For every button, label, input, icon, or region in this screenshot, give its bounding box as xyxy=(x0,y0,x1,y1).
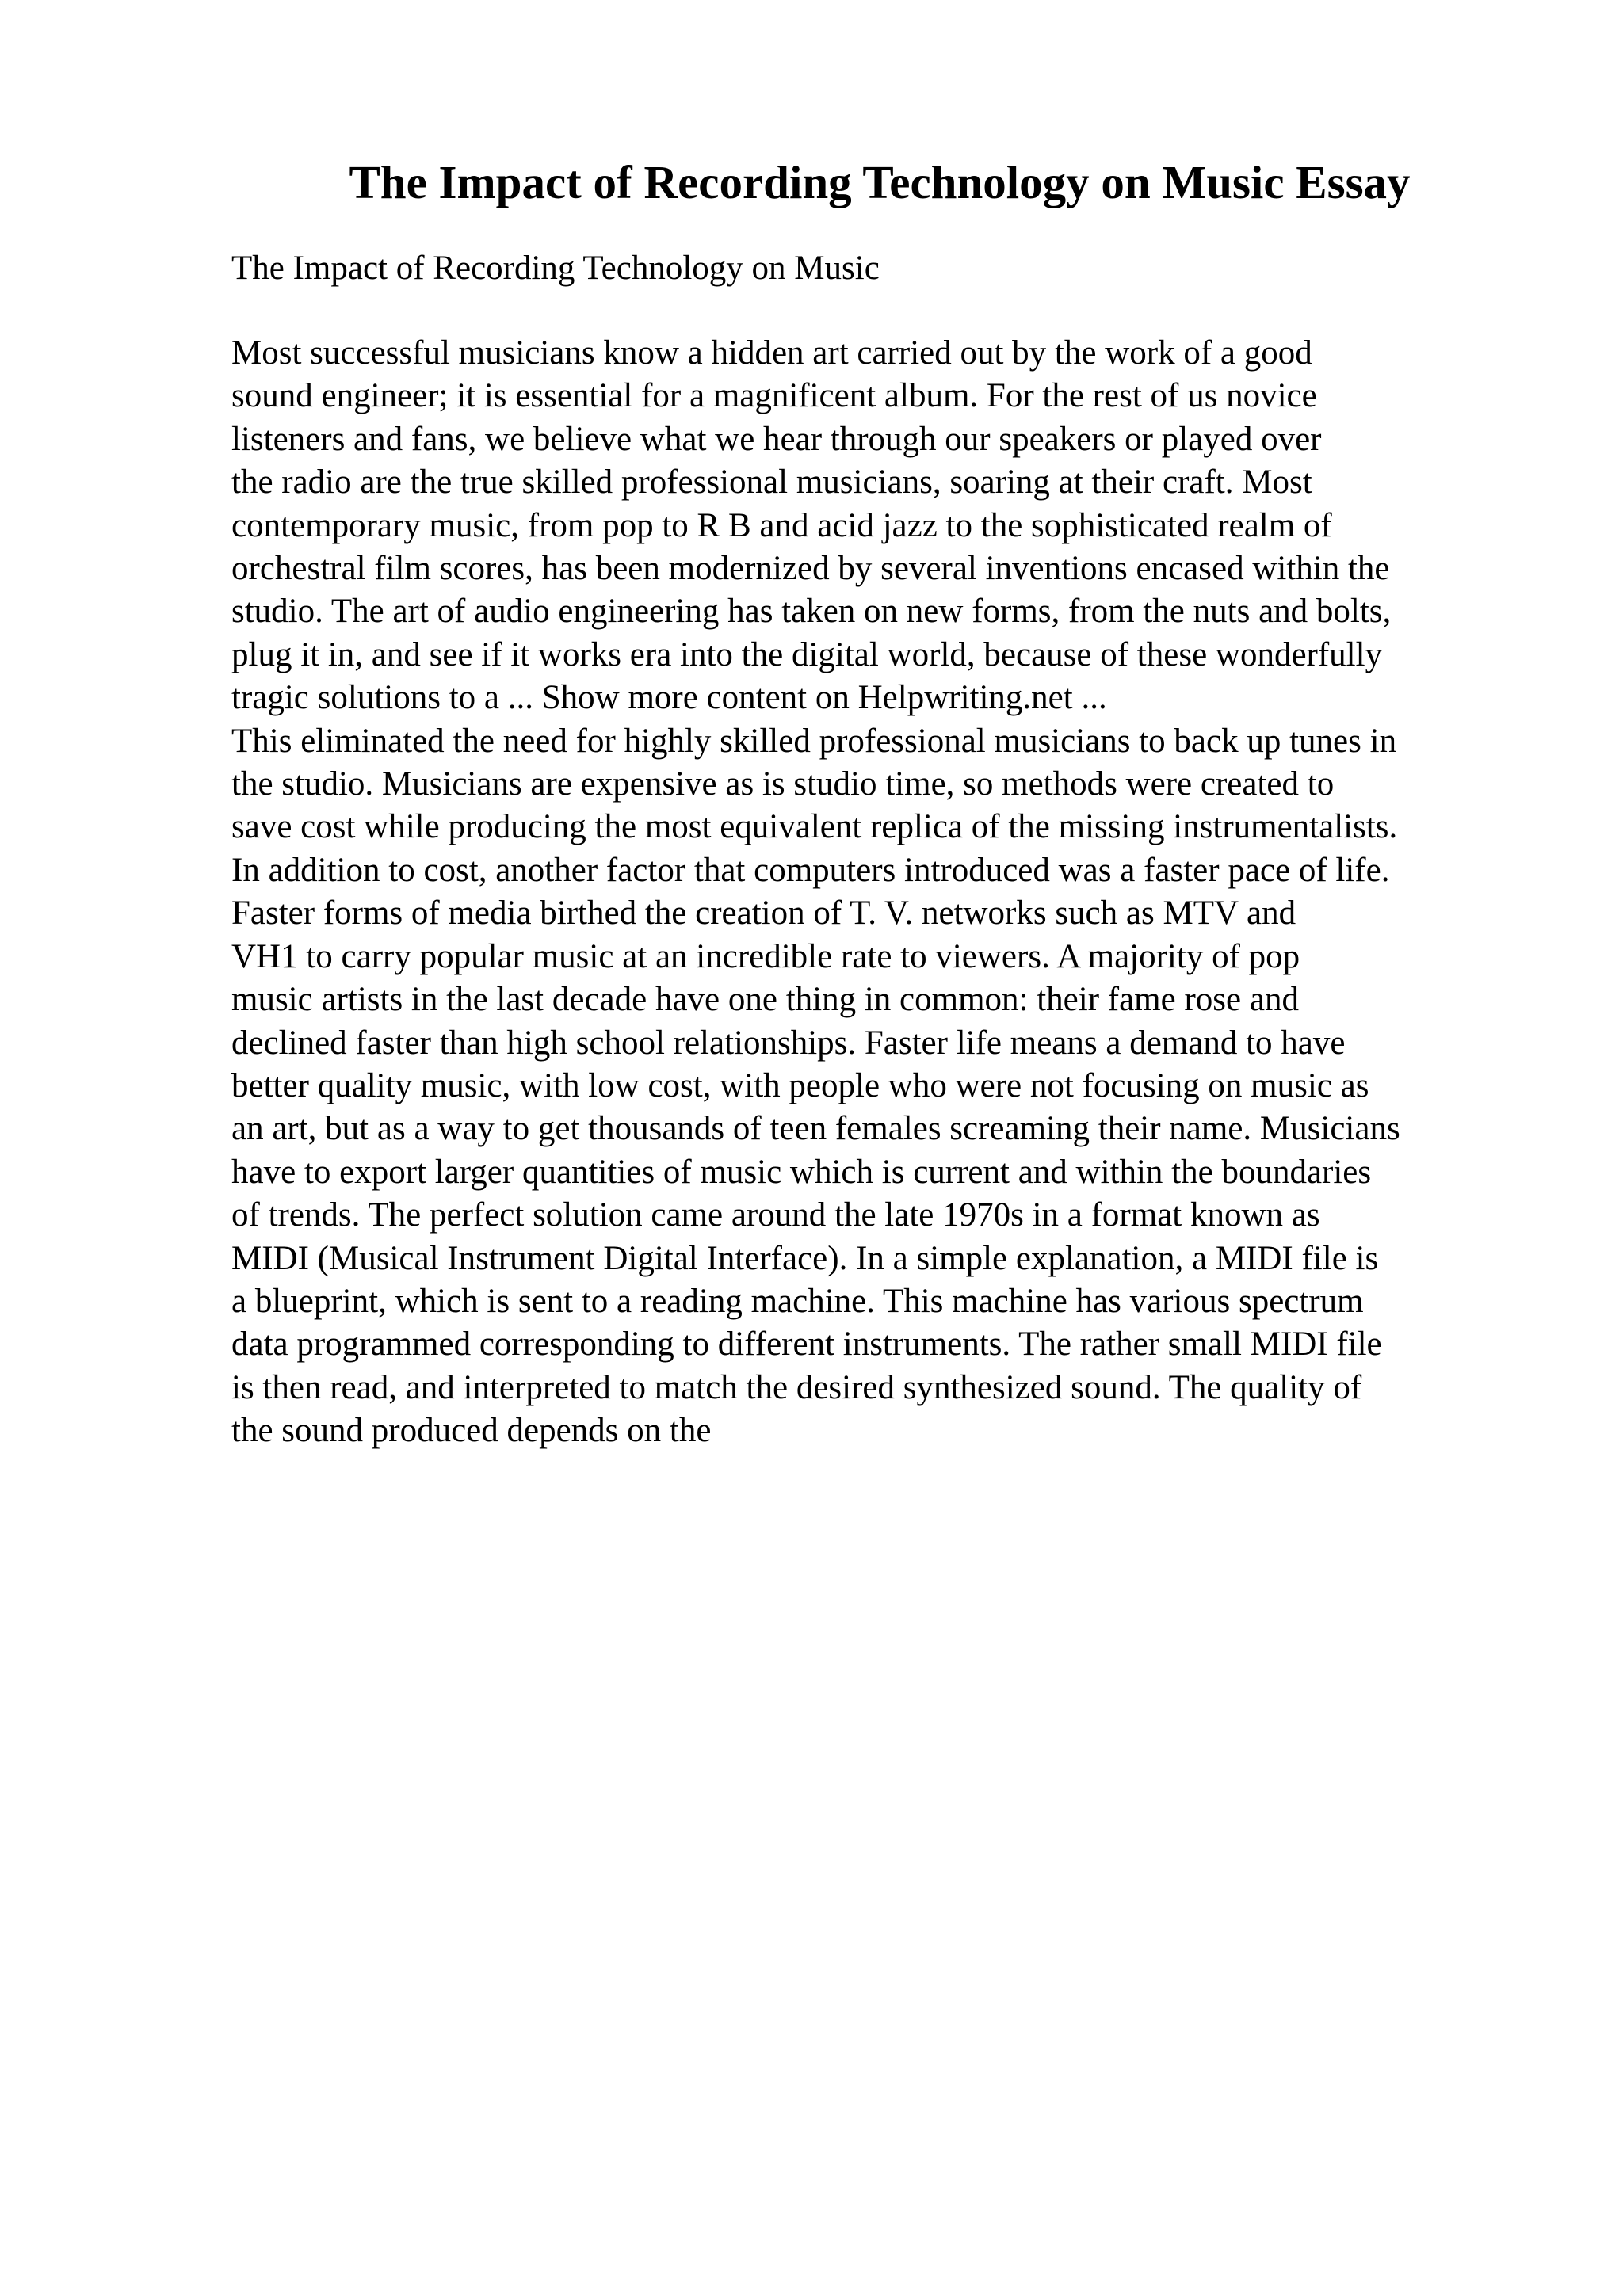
paragraph-line: plug it in, and see if it works era into the digital world, because of these wonderfully xyxy=(231,635,1383,673)
paragraph-line: declined faster than high school relationships. Faster life means a demand to have xyxy=(231,1024,1346,1062)
paragraph-line: Faster forms of media birthed the creation of T. V. networks such as MTV and xyxy=(231,894,1296,933)
paragraph-line: studio. The art of audio engineering has taken on new forms, from the nuts and bolts, xyxy=(231,593,1392,631)
paragraph-1 xyxy=(231,332,1594,720)
document-subtitle: The Impact of Recording Technology on Music xyxy=(231,250,880,287)
paragraph-line: This eliminated the need for highly skilled professional musicians to back up tunes in xyxy=(231,722,1397,760)
paragraph-line: have to export larger quantities of music which is current and within the boundaries xyxy=(231,1153,1372,1191)
paragraph-line: sound engineer; it is essential for a magnificent album. For the rest of us novice xyxy=(231,377,1317,415)
paragraph-line: Most successful musicians know a hidden art carried out by the work of a good xyxy=(231,334,1312,372)
paragraph-line: MIDI (Musical Instrument Digital Interface). In a simple explanation, a MIDI file is xyxy=(231,1239,1379,1277)
paragraph-line: of trends. The perfect solution came around the late 1970s in a format known as xyxy=(231,1196,1320,1234)
paragraph-line: save cost while producing the most equivalent replica of the missing instrumentalists. xyxy=(231,808,1398,846)
paragraph-line: data programmed corresponding to different instruments. The rather small MIDI file xyxy=(231,1325,1382,1363)
paragraph-line: the sound produced depends on the xyxy=(231,1412,712,1450)
document-title: The Impact of Recording Technology on Music Essay xyxy=(349,156,1411,208)
paragraph-line: the radio are the true skilled professional musicians, soaring at their craft. Most xyxy=(231,463,1312,502)
paragraph-line: orchestral film scores, has been modernized by several inventions encased within the xyxy=(231,550,1390,588)
paragraph-line: contemporary music, from pop to R B and acid jazz to the sophisticated realm of xyxy=(231,506,1332,544)
paragraph-line: is then read, and interpreted to match the desired synthesized sound. The quality of xyxy=(231,1368,1362,1406)
paragraph-2 xyxy=(231,720,1594,1453)
paragraph-line: In addition to cost, another factor that computers introduced was a faster pace of life. xyxy=(231,851,1390,889)
paragraph-line: better quality music, with low cost, with people who were not focusing on music as xyxy=(231,1066,1369,1104)
paragraph-line: listeners and fans, we believe what we hear through our speakers or played over xyxy=(231,420,1322,458)
paragraph-line: the studio. Musicians are expensive as is studio time, so methods were created to xyxy=(231,765,1335,803)
paragraph-line: a blueprint, which is sent to a reading machine. This machine has various spectrum xyxy=(231,1282,1364,1320)
document-body xyxy=(231,332,1594,1453)
paragraph-line: music artists in the last decade have one thing in common: their fame rose and xyxy=(231,981,1299,1019)
paragraph-line: tragic solutions to a ... Show more content on Helpwriting.net ... xyxy=(231,679,1107,717)
paragraph-line: VH1 to carry popular music at an incredible rate to viewers. A majority of pop xyxy=(231,937,1300,975)
paragraph-line: an art, but as a way to get thousands of teen females screaming their name. Musicians xyxy=(231,1110,1400,1148)
